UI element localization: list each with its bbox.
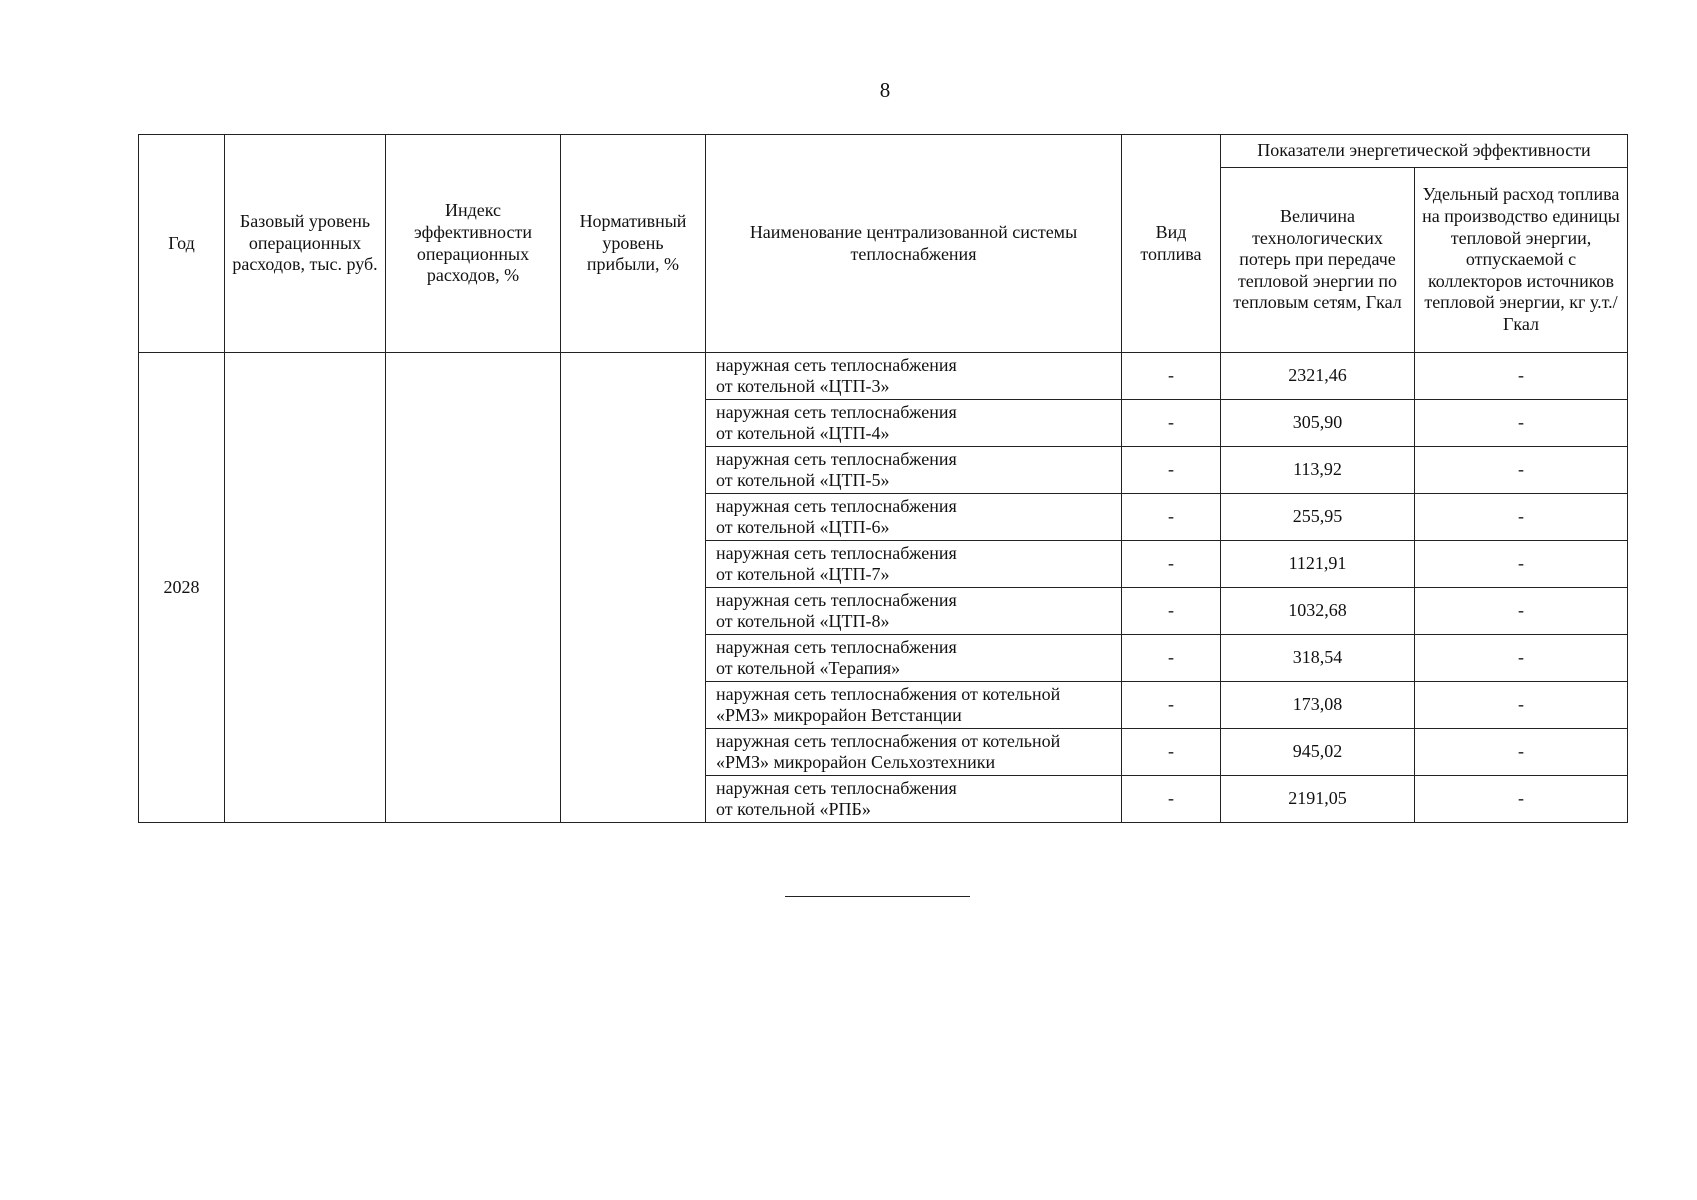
- system-name-line2: от котельной «ЦТП-7»: [716, 564, 890, 584]
- header-efficiency-index: Индекс эффективности операционных расходов, %: [386, 135, 561, 353]
- fuel-cell: -: [1122, 353, 1221, 400]
- system-name-line1: наружная сеть теплоснабжения: [716, 777, 957, 798]
- system-name-line1: наружная сеть теплоснабжения: [716, 542, 957, 563]
- fuel-cell: -: [1122, 447, 1221, 494]
- losses-cell: 2321,46: [1221, 353, 1415, 400]
- specific-fuel-cell: -: [1415, 541, 1628, 588]
- header-specific-fuel: Удельный расход топлива на производство единицы тепловой энергии, отпускаемой с коллекторов источников тепловой энергии, кг у.т./Гкал: [1415, 168, 1628, 353]
- system-name-line2: от котельной «ЦТП-8»: [716, 611, 890, 631]
- system-name-line1: наружная сеть теплоснабжения от котельной: [716, 730, 1061, 751]
- fuel-cell: -: [1122, 400, 1221, 447]
- system-name-cell: [706, 776, 1122, 823]
- specific-fuel-cell: -: [1415, 776, 1628, 823]
- footer-divider: [785, 896, 970, 897]
- system-name-cell: [706, 400, 1122, 447]
- losses-cell: 255,95: [1221, 494, 1415, 541]
- system-name-line1: наружная сеть теплоснабжения от котельной: [716, 683, 1061, 704]
- system-name-line2: «РМЗ» микрорайон Сельхозтехники: [716, 752, 996, 772]
- year-cell: 2028: [139, 353, 225, 823]
- table-body: [139, 353, 1628, 823]
- specific-fuel-cell: -: [1415, 635, 1628, 682]
- header-system-name: Наименование централизованной системы теплоснабжения: [706, 135, 1122, 353]
- losses-cell: 113,92: [1221, 447, 1415, 494]
- specific-fuel-cell: -: [1415, 729, 1628, 776]
- system-name-cell: [706, 541, 1122, 588]
- energy-efficiency-table: [138, 134, 1628, 823]
- specific-fuel-cell: -: [1415, 447, 1628, 494]
- header-energy-efficiency-group: Показатели энергетической эффективности: [1221, 135, 1628, 168]
- system-name-line2: от котельной «РПБ»: [716, 799, 871, 819]
- specific-fuel-cell: -: [1415, 400, 1628, 447]
- base-level-cell: [225, 353, 386, 823]
- fuel-cell: -: [1122, 682, 1221, 729]
- header-base-level: Базовый уровень операционных расходов, тыс. руб.: [225, 135, 386, 353]
- losses-cell: 945,02: [1221, 729, 1415, 776]
- fuel-cell: -: [1122, 588, 1221, 635]
- system-name-line1: наружная сеть теплоснабжения: [716, 495, 957, 516]
- system-name-cell: [706, 353, 1122, 400]
- system-name-line2: «РМЗ» микрорайон Ветстанции: [716, 705, 962, 725]
- header-fuel-type: Вид топлива: [1122, 135, 1221, 353]
- system-name-line1: наружная сеть теплоснабжения: [716, 401, 957, 422]
- page-number: 8: [879, 78, 891, 102]
- losses-cell: 318,54: [1221, 635, 1415, 682]
- system-name-line1: наружная сеть теплоснабжения: [716, 636, 957, 657]
- normative-profit-cell: [561, 353, 706, 823]
- losses-cell: 1121,91: [1221, 541, 1415, 588]
- system-name-cell: [706, 494, 1122, 541]
- specific-fuel-cell: -: [1415, 682, 1628, 729]
- system-name-line1: наружная сеть теплоснабжения: [716, 448, 957, 469]
- specific-fuel-cell: -: [1415, 494, 1628, 541]
- table-row: [139, 353, 1628, 400]
- fuel-cell: -: [1122, 541, 1221, 588]
- efficiency-index-cell: [386, 353, 561, 823]
- system-name-line2: от котельной «ЦТП-5»: [716, 470, 890, 490]
- fuel-cell: -: [1122, 494, 1221, 541]
- losses-cell: 1032,68: [1221, 588, 1415, 635]
- system-name-line1: наружная сеть теплоснабжения: [716, 354, 957, 375]
- specific-fuel-cell: -: [1415, 353, 1628, 400]
- system-name-cell: [706, 447, 1122, 494]
- system-name-line1: наружная сеть теплоснабжения: [716, 589, 957, 610]
- system-name-cell: [706, 588, 1122, 635]
- system-name-line2: от котельной «ЦТП-3»: [716, 376, 890, 396]
- header-year: Год: [139, 135, 225, 353]
- system-name-cell: [706, 682, 1122, 729]
- header-tech-losses: Величина технологических потерь при передаче тепловой энергии по тепловым сетям, Гкал: [1221, 168, 1415, 353]
- fuel-cell: -: [1122, 635, 1221, 682]
- system-name-line2: от котельной «Терапия»: [716, 658, 901, 678]
- fuel-cell: -: [1122, 776, 1221, 823]
- specific-fuel-cell: -: [1415, 588, 1628, 635]
- losses-cell: 305,90: [1221, 400, 1415, 447]
- header-normative-profit: Нормативный уровень прибыли, %: [561, 135, 706, 353]
- system-name-cell: [706, 729, 1122, 776]
- fuel-cell: -: [1122, 729, 1221, 776]
- system-name-cell: [706, 635, 1122, 682]
- system-name-line2: от котельной «ЦТП-4»: [716, 423, 890, 443]
- losses-cell: 2191,05: [1221, 776, 1415, 823]
- losses-cell: 173,08: [1221, 682, 1415, 729]
- system-name-line2: от котельной «ЦТП-6»: [716, 517, 890, 537]
